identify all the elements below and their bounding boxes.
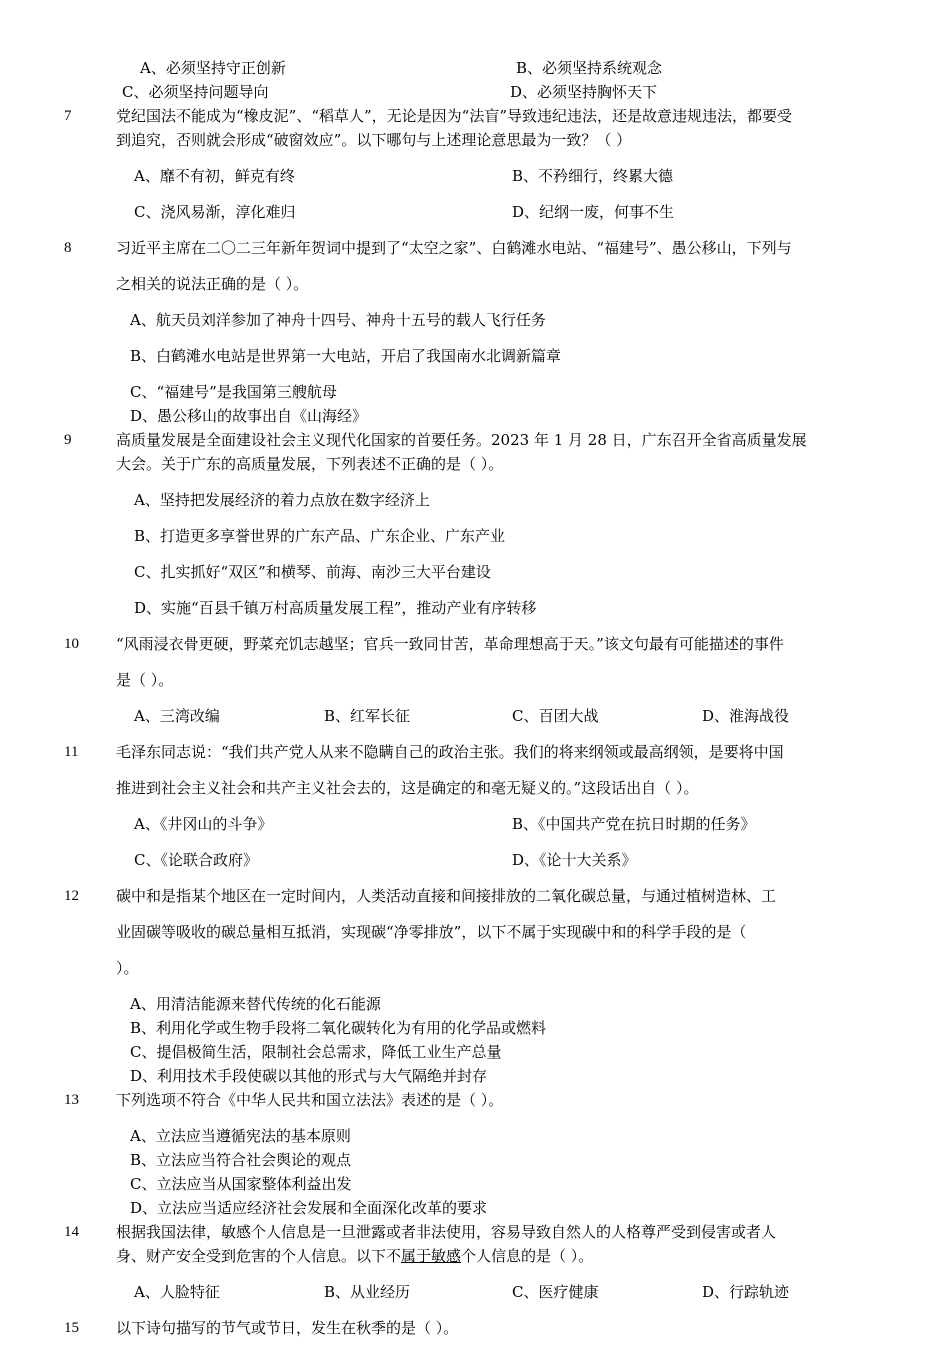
q15-stem-line1: 以下诗句描写的节气或节日，发生在秋季的是（ ）。 bbox=[116, 1319, 459, 1337]
q14-option-b: B、从业经历 bbox=[324, 1283, 411, 1301]
q7-stem-line2: 到追究，否则就会形成“破窗效应”。以下哪句与上述理论意思最为一致？（ ） bbox=[116, 131, 632, 149]
q10-option-c: C、百团大战 bbox=[512, 707, 599, 725]
q13-number: 13 bbox=[64, 1092, 79, 1108]
q12-number: 12 bbox=[64, 888, 79, 904]
q8-stem-line2: 之相关的说法正确的是（ ）。 bbox=[116, 275, 309, 293]
q13-option-a: A、立法应当遵循宪法的基本原则 bbox=[130, 1127, 351, 1145]
q13-option-b: B、立法应当符合社会舆论的观点 bbox=[130, 1151, 352, 1169]
q6-option-c: C、必须坚持问题导向 bbox=[122, 83, 269, 101]
q8-option-c: C、“福建号”是我国第三艘航母 bbox=[130, 383, 337, 401]
q7-option-c: C、浇风易渐，淳化难归 bbox=[134, 203, 296, 221]
q14-option-d: D、行踪轨迹 bbox=[702, 1283, 790, 1301]
q14-option-a: A、人脸特征 bbox=[134, 1283, 220, 1301]
q12-option-d: D、利用技术手段使碳以其他的形式与大气隔绝并封存 bbox=[130, 1067, 488, 1085]
q10-stem-line1: “风雨浸衣骨更硬，野菜充饥志越坚；官兵一致同甘苦，革命理想高于天。”该文句最有可能描述的事件 bbox=[116, 635, 784, 653]
q9-stem-line1: 高质量发展是全面建设社会主义现代化国家的首要任务。2023 年 1 月 28 日，广东召开全省高质量发展 bbox=[116, 431, 807, 449]
q14-stem-line2-post: 个人信息的是（ ）。 bbox=[461, 1247, 594, 1265]
q12-option-b: B、利用化学或生物手段将二氧化碳转化为有用的化学品或燃料 bbox=[130, 1019, 547, 1037]
q13-option-d: D、立法应当适应经济社会发展和全面深化改革的要求 bbox=[130, 1199, 488, 1217]
q11-option-c: C、《论联合政府》 bbox=[134, 851, 258, 869]
q14-number: 14 bbox=[64, 1224, 79, 1240]
q10-option-b: B、红军长征 bbox=[324, 707, 411, 725]
q10-number: 10 bbox=[64, 636, 79, 652]
q13-stem-line1: 下列选项不符合《中华人民共和国立法法》表述的是（ ）。 bbox=[116, 1091, 504, 1109]
q14-stem-line2-pre: 身、财产安全受到危害的个人信息。以下不 bbox=[116, 1247, 402, 1265]
q9-stem-line2: 大会。关于广东的高质量发展，下列表述不正确的是（ ）。 bbox=[116, 455, 504, 473]
q7-stem-line1: 党纪国法不能成为“橡皮泥”、“稻草人”，无论是因为“法盲”导致违纪违法，还是故意违规违法，都要受 bbox=[116, 107, 793, 125]
q9-option-b: B、打造更多享誉世界的广东产品、广东企业、广东产业 bbox=[134, 527, 506, 545]
q10-option-d: D、淮海战役 bbox=[702, 707, 790, 725]
q8-option-d: D、愚公移山的故事出自《山海经》 bbox=[130, 407, 368, 425]
q8-stem-line1: 习近平主席在二〇二三年新年贺词中提到了“太空之家”、白鹤滩水电站、“福建号”、愚公移山，下列与 bbox=[116, 239, 792, 257]
q7-option-a: A、靡不有初，鲜克有终 bbox=[134, 167, 295, 185]
q11-option-d: D、《论十大关系》 bbox=[512, 851, 637, 869]
q11-option-a: A、《井冈山的斗争》 bbox=[134, 815, 273, 833]
q6-option-d: D、必须坚持胸怀天下 bbox=[510, 83, 658, 101]
q11-stem-line2: 推进到社会主义社会和共产主义社会去的，这是确定的和毫无疑义的。”这段话出自（ ）。 bbox=[116, 779, 699, 797]
q12-stem-line1: 碳中和是指某个地区在一定时间内，人类活动直接和间接排放的二氧化碳总量，与通过植树造林、工 bbox=[116, 887, 777, 905]
q9-option-c: C、扎实抓好“双区”和横琴、前海、南沙三大平台建设 bbox=[134, 563, 491, 581]
q8-number: 8 bbox=[64, 240, 72, 256]
q12-stem-line2: 业固碳等吸收的碳总量相互抵消，实现碳“净零排放”，以下不属于实现碳中和的科学手段的是（ bbox=[116, 923, 747, 941]
q7-number: 7 bbox=[64, 108, 72, 124]
q12-option-a: A、用清洁能源来替代传统的化石能源 bbox=[130, 995, 381, 1013]
q12-option-c: C、提倡极简生活，限制社会总需求，降低工业生产总量 bbox=[130, 1043, 502, 1061]
q11-number: 11 bbox=[64, 744, 79, 760]
q13-option-c: C、立法应当从国家整体利益出发 bbox=[130, 1175, 352, 1193]
q7-option-b: B、不矜细行，终累大德 bbox=[512, 167, 674, 185]
q6-option-a: A、必须坚持守正创新 bbox=[140, 59, 286, 77]
q14-stem-line1: 根据我国法律，敏感个人信息是一旦泄露或者非法使用，容易导致自然人的人格尊严受到侵害或者人 bbox=[116, 1223, 777, 1241]
q10-stem-line2: 是（ ）。 bbox=[116, 671, 174, 689]
q14-stem-line2-underlined: 属于敏感 bbox=[401, 1247, 462, 1265]
q8-option-a: A、航天员刘洋参加了神舟十四号、神舟十五号的载人飞行任务 bbox=[130, 311, 546, 329]
q9-option-a: A、坚持把发展经济的着力点放在数字经济上 bbox=[134, 491, 430, 509]
q9-option-d: D、实施“百县千镇万村高质量发展工程”，推动产业有序转移 bbox=[134, 599, 537, 617]
q14-stem-line2 bbox=[116, 1246, 593, 1266]
q12-stem-line3: ）。 bbox=[116, 959, 139, 977]
q9-number: 9 bbox=[64, 432, 72, 448]
q6-option-b: B、必须坚持系统观念 bbox=[516, 59, 663, 77]
q15-number: 15 bbox=[64, 1320, 79, 1336]
q14-option-c: C、医疗健康 bbox=[512, 1283, 599, 1301]
q11-stem-line1: 毛泽东同志说：“我们共产党人从来不隐瞒自己的政治主张。我们的将来纲领或最高纲领，是要将中国 bbox=[116, 743, 784, 761]
q7-option-d: D、纪纲一废，何事不生 bbox=[512, 203, 675, 221]
q11-option-b: B、《中国共产党在抗日时期的任务》 bbox=[512, 815, 756, 833]
q10-option-a: A、三湾改编 bbox=[134, 707, 220, 725]
q8-option-b: B、白鹤滩水电站是世界第一大电站，开启了我国南水北调新篇章 bbox=[130, 347, 562, 365]
